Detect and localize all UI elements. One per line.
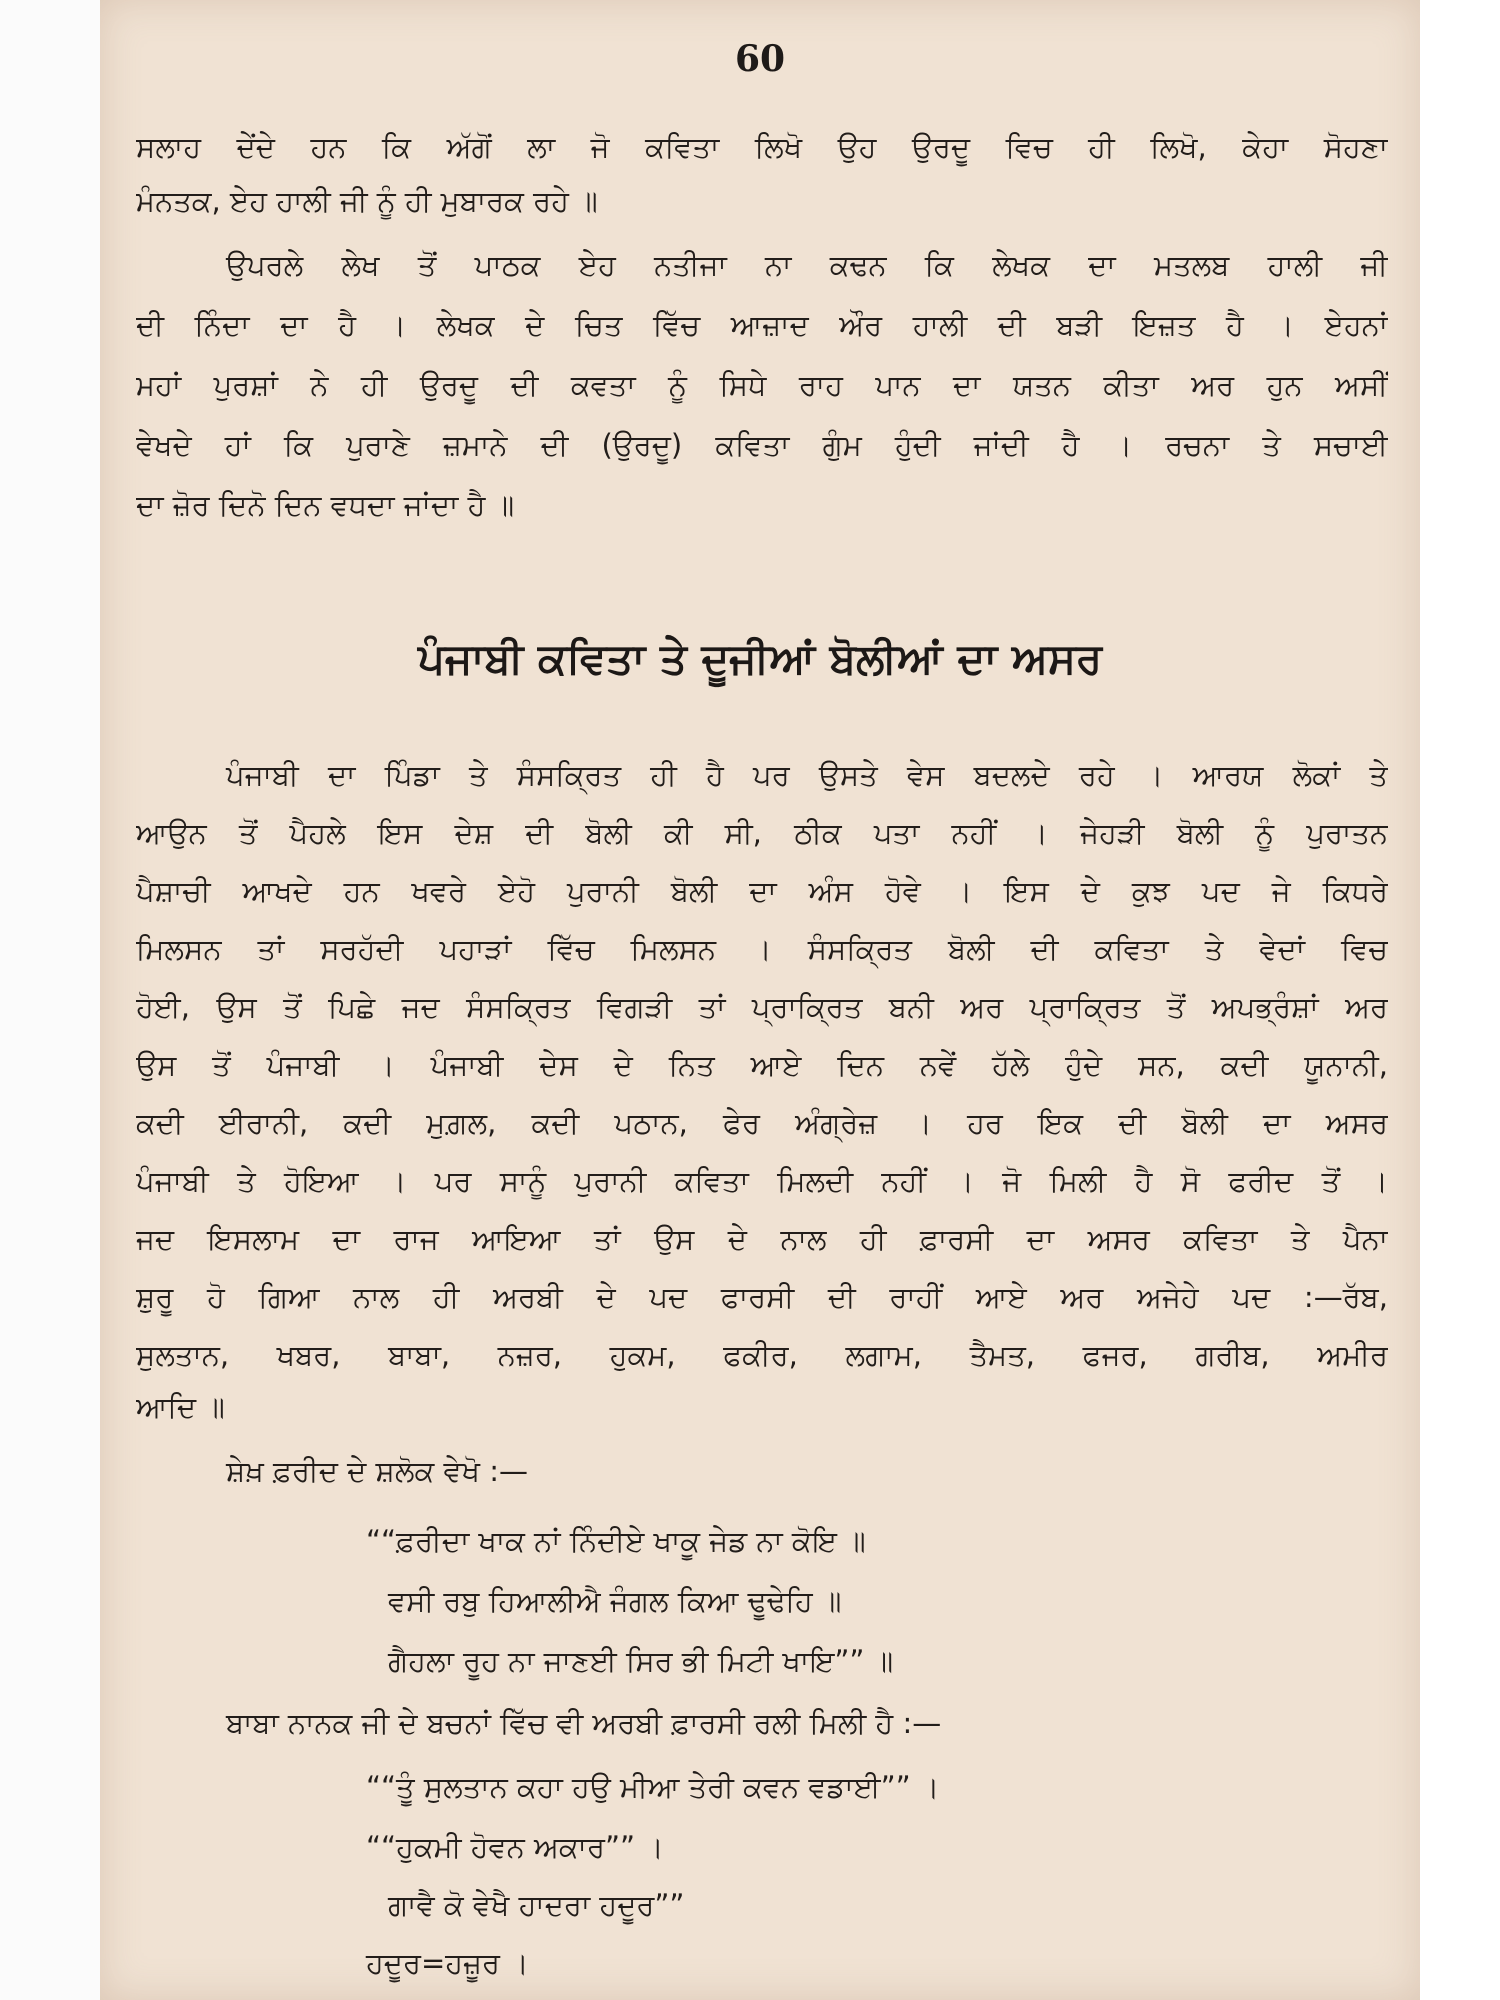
- paragraph-line: ਪੰਜਾਬੀ ਦਾ ਪਿੰਡਾ ਤੇ ਸੰਸਕ੍ਰਿਤ ਹੀ ਹੈ ਪਰ ਉਸਤੇ ਵੇਸ ਬਦਲਦੇ ਰਹੇ । ਆਰਯ ਲੋਕਾਂ ਤੇ: [226, 758, 1388, 792]
- nanak-intro: ਬਾਬਾ ਨਾਨਕ ਜੀ ਦੇ ਬਚਨਾਂ ਵਿੱਚ ਵੀ ਅਰਬੀ ਫ਼ਾਰਸੀ ਰਲੀ ਮਿਲੀ ਹੈ :—: [226, 1706, 942, 1740]
- paragraph-line: ਪੰਜਾਬੀ ਤੇ ਹੋਇਆ । ਪਰ ਸਾਨੂੰ ਪੁਰਾਨੀ ਕਵਿਤਾ ਮਿਲਦੀ ਨਹੀਂ । ਜੋ ਮਿਲੀ ਹੈ ਸੋ ਫਰੀਦ ਤੋਂ ।: [136, 1164, 1388, 1198]
- paragraph-line: ਸੁਲਤਾਨ, ਖਬਰ, ਬਾਬਾ, ਨਜ਼ਰ, ਹੁਕਮ, ਫਕੀਰ, ਲਗਾਮ, ਤੈਮਤ, ਫਜਰ, ਗਰੀਬ, ਅਮੀਰ: [136, 1338, 1388, 1372]
- paragraph-line: ਪੈਸ਼ਾਚੀ ਆਖਦੇ ਹਨ ਖਵਰੇ ਏਹੋ ਪੁਰਾਨੀ ਬੋਲੀ ਦਾ ਅੰਸ ਹੋਵੇ । ਇਸ ਦੇ ਕੁਝ ਪਦ ਜੇ ਕਿਧਰੇ: [136, 874, 1388, 908]
- paragraph-line: ਵੇਖਦੇ ਹਾਂ ਕਿ ਪੁਰਾਣੇ ਜ਼ਮਾਨੇ ਦੀ (ਉਰਦੂ) ਕਵਿਤਾ ਗੁੰਮ ਹੁੰਦੀ ਜਾਂਦੀ ਹੈ । ਰਚਨਾ ਤੇ ਸਚਾਈ: [136, 428, 1388, 462]
- paragraph-line: ਸ਼ੁਰੂ ਹੋ ਗਿਆ ਨਾਲ ਹੀ ਅਰਬੀ ਦੇ ਪਦ ਫਾਰਸੀ ਦੀ ਰਾਹੀਂ ਆਏ ਅਰ ਅਜੇਹੇ ਪਦ :—ਰੱਬ,: [136, 1280, 1388, 1314]
- verse-line: ““ਫ਼ਰੀਦਾ ਖਾਕ ਨਾਂ ਨਿੰਦੀਏ ਖਾਕੂ ਜੇਡ ਨਾ ਕੋਇ ॥: [366, 1524, 866, 1558]
- paragraph-line: ਉਪਰਲੇ ਲੇਖ ਤੋਂ ਪਾਠਕ ਏਹ ਨਤੀਜਾ ਨਾ ਕਢਨ ਕਿ ਲੇਖਕ ਦਾ ਮਤਲਬ ਹਾਲੀ ਜੀ: [226, 248, 1388, 282]
- paragraph-line: ਉਸ ਤੋਂ ਪੰਜਾਬੀ । ਪੰਜਾਬੀ ਦੇਸ ਦੇ ਨਿਤ ਆਏ ਦਿਨ ਨਵੇਂ ਹੱਲੇ ਹੁੰਦੇ ਸਨ, ਕਦੀ ਯੂਨਾਨੀ,: [136, 1048, 1388, 1082]
- verse-line: ““ਹੁਕਮੀ ਹੋਵਨ ਅਕਾਰ”” ।: [366, 1830, 664, 1864]
- verse-line: ਹਦੂਰ=ਹਜ਼ੂਰ ।: [366, 1946, 529, 1980]
- paragraph-line: ਕਦੀ ਈਰਾਨੀ, ਕਦੀ ਮੁਗ਼ਲ, ਕਦੀ ਪਠਾਨ, ਫੇਰ ਅੰਗ੍ਰੇਜ਼ । ਹਰ ਇਕ ਦੀ ਬੋਲੀ ਦਾ ਅਸਰ: [136, 1106, 1388, 1140]
- scan-left-margin: [0, 0, 100, 2000]
- verse-line: ਵਸੀ ਰਬੁ ਹਿਆਲੀਐ ਜੰਗਲ ਕਿਆ ਢੂਢੇਹਿ ॥: [388, 1584, 842, 1618]
- paragraph-line: ਦਾ ਜ਼ੋਰ ਦਿਨੋ ਦਿਨ ਵਧਦਾ ਜਾਂਦਾ ਹੈ ॥: [136, 488, 515, 522]
- paragraph-line: ਹੋਈ, ਉਸ ਤੋਂ ਪਿਛੇ ਜਦ ਸੰਸਕ੍ਰਿਤ ਵਿਗੜੀ ਤਾਂ ਪ੍ਰਾਕ੍ਰਿਤ ਬਨੀ ਅਰ ਪ੍ਰਾਕ੍ਰਿਤ ਤੋਂ ਅਪਭ੍ਰੰਸ਼ਾਂ ਅਰ: [136, 990, 1388, 1024]
- paragraph-line: ਜਦ ਇਸਲਾਮ ਦਾ ਰਾਜ ਆਇਆ ਤਾਂ ਉਸ ਦੇ ਨਾਲ ਹੀ ਫ਼ਾਰਸੀ ਦਾ ਅਸਰ ਕਵਿਤਾ ਤੇ ਪੈਨਾ: [136, 1222, 1388, 1256]
- paragraph-line: ਮਿਲਸਨ ਤਾਂ ਸਰਹੱਦੀ ਪਹਾੜਾਂ ਵਿੱਚ ਮਿਲਸਨ । ਸੰਸਕ੍ਰਿਤ ਬੋਲੀ ਦੀ ਕਵਿਤਾ ਤੇ ਵੇਦਾਂ ਵਿਚ: [136, 932, 1388, 966]
- paragraph-line: ਮੰਨਤਕ, ਏਹ ਹਾਲੀ ਜੀ ਨੂੰ ਹੀ ਮੁਬਾਰਕ ਰਹੇ ॥: [136, 184, 598, 218]
- paragraph-line: ਦੀ ਨਿੰਦਾ ਦਾ ਹੈ । ਲੇਖਕ ਦੇ ਚਿਤ ਵਿੱਚ ਆਜ਼ਾਦ ਔਰ ਹਾਲੀ ਦੀ ਬੜੀ ਇਜ਼ਤ ਹੈ । ਏਹਨਾਂ: [136, 308, 1388, 342]
- verse-line: ““ਤੂੰ ਸੁਲਤਾਨ ਕਹਾ ਹਉ ਮੀਆ ਤੇਰੀ ਕਵਨ ਵਡਾਈ”” ।: [366, 1770, 940, 1804]
- verse-line: ਗੈਹਲਾ ਰੂਹ ਨਾ ਜਾਣਈ ਸਿਰ ਭੀ ਮਿਟੀ ਖਾਇ”” ॥: [388, 1644, 894, 1678]
- scan-right-margin: [1420, 0, 1500, 2000]
- section-heading: ਪੰਜਾਬੀ ਕਵਿਤਾ ਤੇ ਦੂਜੀਆਂ ਬੋਲੀਆਂ ਦਾ ਅਸਰ: [417, 634, 1103, 683]
- paragraph-line: ਸਲਾਹ ਦੇਂਦੇ ਹਨ ਕਿ ਅੱਗੋਂ ਲਾ ਜੋ ਕਵਿਤਾ ਲਿਖੋ ਉਹ ਉਰਦੂ ਵਿਚ ਹੀ ਲਿਖੋ, ਕੇਹਾ ਸੋਹਣਾ: [136, 130, 1388, 164]
- paragraph-line: ਮਹਾਂ ਪੁਰਸ਼ਾਂ ਨੇ ਹੀ ਉਰਦੂ ਦੀ ਕਵਤਾ ਨੂੰ ਸਿਧੇ ਰਾਹ ਪਾਨ ਦਾ ਯਤਨ ਕੀਤਾ ਅਰ ਹੁਨ ਅਸੀਂ: [136, 368, 1388, 402]
- farid-intro: ਸ਼ੇਖ਼ ਫ਼ਰੀਦ ਦੇ ਸ਼ਲੋਕ ਵੇਖੋ :—: [226, 1454, 528, 1488]
- verse-line: ਗਾਵੈ ਕੋ ਵੇਖੈ ਹਾਦਰਾ ਹਦੂਰ””: [388, 1888, 685, 1922]
- page-number: 60: [734, 38, 786, 80]
- paragraph-line: ਆਉਨ ਤੋਂ ਪੈਹਲੇ ਇਸ ਦੇਸ਼ ਦੀ ਬੋਲੀ ਕੀ ਸੀ, ਠੀਕ ਪਤਾ ਨਹੀਂ । ਜੇਹੜੀ ਬੋਲੀ ਨੂੰ ਪੁਰਾਤਨ: [136, 816, 1388, 850]
- book-page: [100, 0, 1420, 2000]
- paragraph-line: ਆਦਿ ॥: [136, 1390, 225, 1424]
